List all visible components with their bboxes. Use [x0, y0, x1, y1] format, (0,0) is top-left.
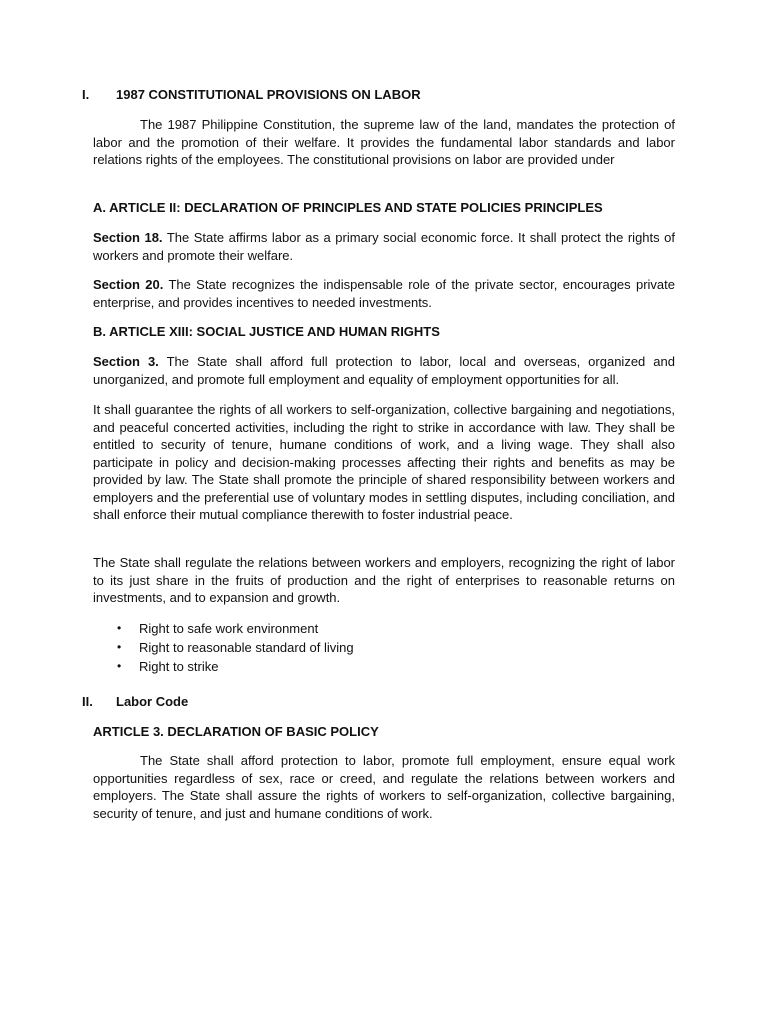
section-3-paragraph	[93, 353, 675, 388]
section-20-paragraph	[93, 276, 675, 311]
section-2-number: II.	[82, 694, 93, 709]
bullet-icon: •	[117, 659, 122, 673]
bullet-icon: •	[117, 640, 122, 654]
list-item	[117, 657, 354, 676]
article-3-heading: ARTICLE 3. DECLARATION OF BASIC POLICY	[93, 724, 379, 739]
section-3-label: Section 3.	[93, 354, 159, 369]
bullet-icon: •	[117, 621, 122, 635]
section-2-heading	[82, 693, 188, 711]
list-item-text: Right to strike	[139, 659, 219, 674]
article-3-paragraph: The State shall afford protection to labor, promote full employment, ensure equal work opportunities regardless of sex, race or creed, and regulate the relations between workers and employers. The State shall assure the rights of workers to self-organization, collective bargaining, security of tenure, and just and humane conditions of work.	[93, 753, 675, 821]
section-18-paragraph	[93, 229, 675, 264]
section-1-heading	[82, 86, 421, 104]
section-18-label: Section 18.	[93, 230, 163, 245]
section-3-text: The State shall afford full protection to labor, local and overseas, organized and unorganized, and promote full employment and equality of employment opportunities for all.	[93, 354, 675, 387]
section-20-text: The State recognizes the indispensable role of the private sector, encourages private enterprise, and provides incentives to needed investments.	[93, 277, 675, 310]
list-item-text: Right to reasonable standard of living	[139, 640, 354, 655]
section-1-number: I.	[82, 87, 90, 102]
section-2-title: Labor Code	[116, 694, 189, 709]
list-item	[117, 619, 354, 638]
section-1-title: 1987 CONSTITUTIONAL PROVISIONS ON LABOR	[116, 87, 421, 102]
section-20-label: Section 20.	[93, 277, 164, 292]
article-2-heading: A. ARTICLE II: DECLARATION OF PRINCIPLES AND STATE POLICIES PRINCIPLES	[93, 200, 603, 215]
regulation-paragraph: The State shall regulate the relations between workers and employers, recognizing the right of labor to its just share in the fruits of production and the right of enterprises to reasonable returns on investments, and to expansion and growth.	[93, 555, 675, 605]
rights-bullet-list	[117, 619, 354, 676]
section-1-intro: The 1987 Philippine Constitution, the supreme law of the land, mandates the protection of labor and the promotion of their welfare. It provides the fundamental labor standards and labor relations rights of the employees. The constitutional provisions on labor are provided under	[93, 117, 675, 167]
rights-paragraph: It shall guarantee the rights of all workers to self-organization, collective bargaining and negotiations, and peaceful concerted activities, including the right to strike in accordance with law. They shall be entitled to security of tenure, humane conditions of work, and a living wage. They shall also participate in policy and decision-making processes affecting their rights and benefits as may be provided by law. The State shall promote the principle of shared responsibility between workers and employers and the preferential use of voluntary modes in settling disputes, including conciliation, and shall enforce their mutual compliance therewith to foster industrial peace.	[93, 402, 675, 522]
list-item	[117, 638, 354, 657]
list-item-text: Right to safe work environment	[139, 621, 319, 636]
article-13-heading: B. ARTICLE XIII: SOCIAL JUSTICE AND HUMAN RIGHTS	[93, 324, 440, 339]
section-18-text: The State affirms labor as a primary social economic force. It shall protect the rights of workers and promote their welfare.	[93, 230, 675, 263]
